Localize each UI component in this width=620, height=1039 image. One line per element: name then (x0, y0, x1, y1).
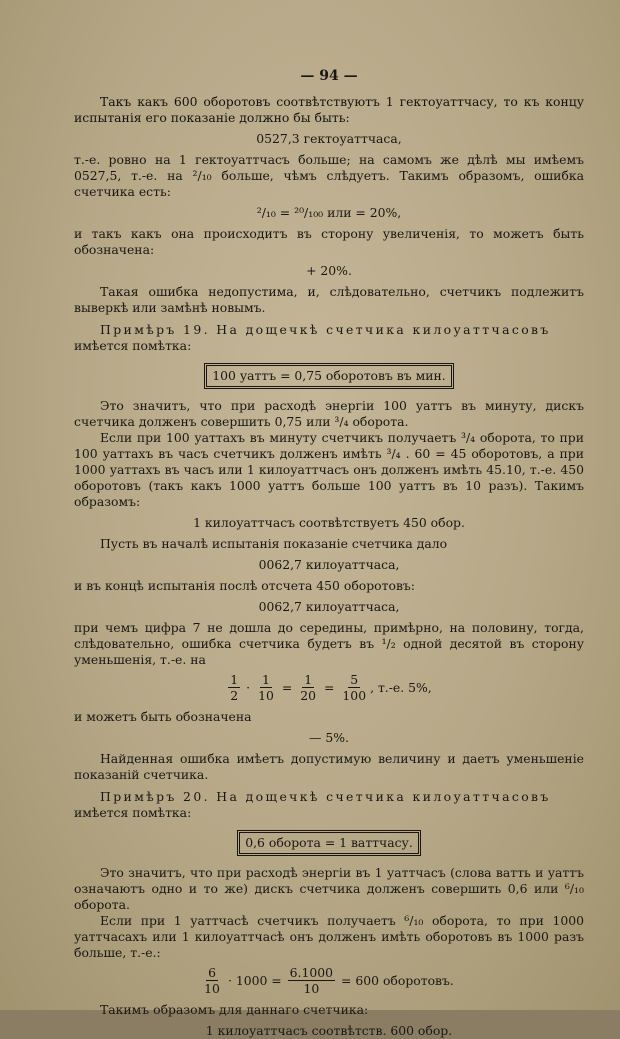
paragraph: и въ концѣ испытанія послѣ отсчета 450 оборотовъ: (74, 578, 415, 593)
fraction: $\frac{1}{10}$ (258, 672, 274, 703)
paragraph: Если при 100 уаттахъ въ минуту счетчикъ получаетъ ³/₄ оборота, то при 100 уаттахъ въ часъ счетчикъ долженъ имѣть ³/₄ . 60 = 45 оборотовъ, а при 1000 уаттахъ въ часъ или 1 килоуаттчасъ онъ долженъ имѣть 45.10, т.-е. 450 оборотовъ (такъ какъ 1000 уаттъ больше 100 уаттъ въ 10 разъ). Такимъ образомъ: (74, 430, 584, 509)
example-heading: Примѣръ 20. На дощечкѣ счетчика килоуаттчасовъ (100, 789, 551, 804)
page-number: — 94 — (300, 68, 358, 84)
example-heading: Примѣръ 19. На дощечкѣ счетчика килоуаттчасовъ (100, 322, 551, 337)
paragraph: и такъ какъ она происходитъ въ сторону увеличенія, то можетъ быть обозначена: (74, 226, 584, 257)
paragraph: Это значитъ, что при расходѣ энергіи 100 уаттъ въ минуту, дискъ счетчика долженъ совершить 0,75 или ³/₄ оборота. (74, 398, 584, 429)
equation: ²/₁₀ = ²⁰/₁₀₀ или = 20%, (256, 205, 402, 220)
boxed-marking: 0,6 оборота = 1 ваттчасу. (237, 830, 421, 856)
equation: + 20%. (306, 263, 352, 278)
paragraph: Если при 1 уаттчасѣ счетчикъ получаетъ ⁶/₁₀ оборота, то при 1000 уаттчасахъ или 1 килоуаттчасѣ онъ долженъ имѣть оборотовъ въ 1000 разъ больше, т.-е.: (74, 913, 584, 960)
equation: — 5%. (309, 730, 349, 745)
paragraph: Пусть въ началѣ испытанія показаніе счетчика дало (100, 536, 448, 551)
equation: 1 килоуаттчасъ соотвѣтств. 600 обор. (205, 1023, 453, 1038)
paragraph: Такъ какъ 600 оборотовъ соотвѣтствуютъ 1 гектоуаттчасу, то къ концу испытанія его показаніе должно бы быть: (74, 94, 584, 125)
example-heading-tail: имѣется помѣтка: (74, 805, 192, 820)
fraction: $\frac{6.1000}{10}$ (289, 965, 334, 996)
fraction: $\frac{6}{10}$ (204, 965, 220, 996)
equation-tail: , т.-е. 5%, (370, 679, 432, 695)
paragraph: и можетъ быть обозначена (74, 709, 252, 724)
fraction: $\frac{5}{100}$ (342, 672, 367, 703)
paragraph: Такая ошибка недопустима, и, слѣдовательно, счетчикъ подлежитъ выверкѣ или замѣнѣ новымъ. (74, 284, 584, 315)
paragraph: т.-е. ровно на 1 гектоуаттчасъ больше; на самомъ же дѣлѣ мы имѣемъ 0527,5, т.-е. на ²/₁₀ больше, чѣмъ слѣдуетъ. Такимъ образомъ, ошибка счетчика есть: (74, 152, 584, 199)
equation: 1 килоуаттчасъ соотвѣтствуетъ 450 обор. (193, 515, 465, 530)
example-heading-tail: имѣется помѣтка: (74, 338, 192, 353)
value-line: 0062,7 килоуаттчаса, (258, 557, 400, 572)
paragraph: при чемъ цифра 7 не дошла до середины, примѣрно, на половину, тогда, слѣдовательно, ошибка счетчика будетъ въ ¹/₂ одной десятой въ сторону уменьшенія, т.-е. на (74, 620, 584, 667)
fraction-equation: $\frac{6}{10}$ · 1000 = $\frac{6.1000}{10}$ = 600 оборотовъ. (204, 965, 454, 996)
value-line: 0062,7 килоуаттчаса, (258, 599, 400, 614)
fraction: $\frac{1}{2}$ (230, 672, 239, 703)
paragraph: Это значитъ, что при расходѣ энергіи въ 1 уаттчасъ (слова ватть и уаттъ означаютъ одно и то же) дискъ счетчика долженъ совершить 0,6 или ⁶/₁₀ оборота. (74, 865, 584, 912)
paragraph: Найденная ошибка имѣетъ допустимую величину и даетъ уменьшеніе показаній счетчика. (74, 751, 584, 782)
value-line: 0527,3 гектоуаттчаса, (256, 131, 402, 146)
fraction: $\frac{1}{20}$ (300, 672, 317, 703)
fraction-equation: $\frac{1}{2}$ · $\frac{1}{10}$ = $\frac{1}{20}$ = $\frac{5}{100}$ , т.-е. 5%, (230, 672, 432, 703)
equation-tail: = 600 оборотовъ. (341, 972, 454, 988)
paragraph: Такимъ образомъ для даннаго счетчика: (100, 1002, 369, 1017)
boxed-marking: 100 уаттъ = 0,75 оборотовъ въ мин. (204, 363, 453, 389)
